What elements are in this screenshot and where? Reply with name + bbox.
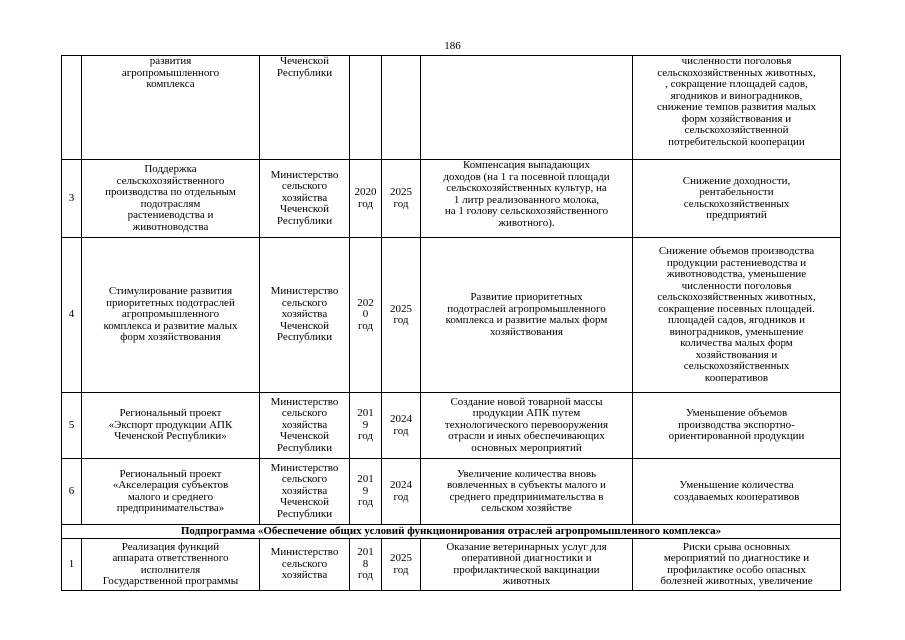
table-row xyxy=(62,393,841,459)
risk-consequence: Снижение доходности, рентабельности сельскохозяйственных предприятий xyxy=(633,160,841,238)
end-year: 2025 год xyxy=(382,160,421,238)
start-year: 2020 год xyxy=(350,160,382,238)
table-row xyxy=(62,539,841,591)
table-row xyxy=(62,238,841,393)
executor: Министерство сельского хозяйства Чеченской Республики xyxy=(260,238,350,393)
row-number: 5 xyxy=(62,393,82,459)
start-year: 201 9 год xyxy=(350,459,382,525)
table-row xyxy=(62,56,841,160)
risk-consequence: Риски срыва основных мероприятий по диагностике и профилактике особо опасных болезней животных, увеличение xyxy=(633,539,841,591)
row-number: 6 xyxy=(62,459,82,525)
end-year: 2024 год xyxy=(382,459,421,525)
risk-consequence: численности поголовья сельскохозяйственных животных, , сокращение площадей садов, ягодников и виноградников, снижение темпов развития малых форм хозяйствования и сельскохозяйственной потребительской кооперации xyxy=(633,56,841,160)
measure-name: Региональный проект «Экспорт продукции АПК Чеченской Республики» xyxy=(82,393,260,459)
executor: Чеченской Республики xyxy=(260,56,350,160)
table-row xyxy=(62,459,841,525)
executor: Министерство сельского хозяйства xyxy=(260,539,350,591)
executor: Министерство сельского хозяйства Чеченской Республики xyxy=(260,459,350,525)
start-year: 201 9 год xyxy=(350,393,382,459)
start-year xyxy=(350,56,382,160)
row-number: 3 xyxy=(62,160,82,238)
risk-consequence: Уменьшение объемов производства экспортно- ориентированной продукции xyxy=(633,393,841,459)
end-year: 2025 год xyxy=(382,238,421,393)
end-year xyxy=(382,56,421,160)
measure-name: Реализация функций аппарата ответственного исполнителя Государственной программы xyxy=(82,539,260,591)
risk-consequence: Уменьшение количества создаваемых кооперативов xyxy=(633,459,841,525)
measure-name: развития агропромышленного комплекса xyxy=(82,56,260,160)
row-number: 4 xyxy=(62,238,82,393)
start-year: 201 8 год xyxy=(350,539,382,591)
end-year: 2025 год xyxy=(382,539,421,591)
row-number: 1 xyxy=(62,539,82,591)
expected-result: Компенсация выпадающих доходов (на 1 га посевной площади сельскохозяйственных культур, на 1 литр реализованного молока, на 1 голову сельскохозяйственного животного). xyxy=(421,160,633,238)
expected-result: Оказание ветеринарных услуг для оперативной диагностики и профилактической вакцинации животных xyxy=(421,539,633,591)
expected-result: Развитие приоритетных подотраслей агропромышленного комплекса и развитие малых форм хозяйствования xyxy=(421,238,633,393)
measure-name: Региональный проект «Акселерация субъектов малого и среднего предпринимательства» xyxy=(82,459,260,525)
measure-name: Поддержка сельскохозяйственного производства по отдельным подотраслям растениеводства и животноводства xyxy=(82,160,260,238)
table-row xyxy=(62,160,841,238)
measures-table xyxy=(61,55,841,591)
page-number: 186 xyxy=(444,40,461,52)
executor: Министерство сельского хозяйства Чеченской Республики xyxy=(260,160,350,238)
executor: Министерство сельского хозяйства Чеченской Республики xyxy=(260,393,350,459)
expected-result xyxy=(421,56,633,160)
subprogram-title: Подпрограмма «Обеспечение общих условий функционирования отраслей агропромышленного комплекса» xyxy=(62,525,841,539)
measure-name: Стимулирование развития приоритетных подотраслей агропромышленного комплекса и развитие малых форм хозяйствования xyxy=(82,238,260,393)
end-year: 2024 год xyxy=(382,393,421,459)
row-number xyxy=(62,56,82,160)
subprogram-row xyxy=(62,525,841,539)
expected-result: Увеличение количества вновь вовлеченных в субъекты малого и среднего предпринимательства в сельском хозяйстве xyxy=(421,459,633,525)
expected-result: Создание новой товарной массы продукции АПК путем технологического перевооружения отрасли и иных обеспечивающих основных мероприятий xyxy=(421,393,633,459)
risk-consequence: Снижение объемов производства продукции растениеводства и животноводства, уменьшение численности поголовья сельскохозяйственных животных, сокращение посевных площадей. площадей садов, ягодников и виноградников, уменьшение количества малых форм хозяйствования и сельскохозяйственных кооперативов xyxy=(633,238,841,393)
start-year: 202 0 год xyxy=(350,238,382,393)
